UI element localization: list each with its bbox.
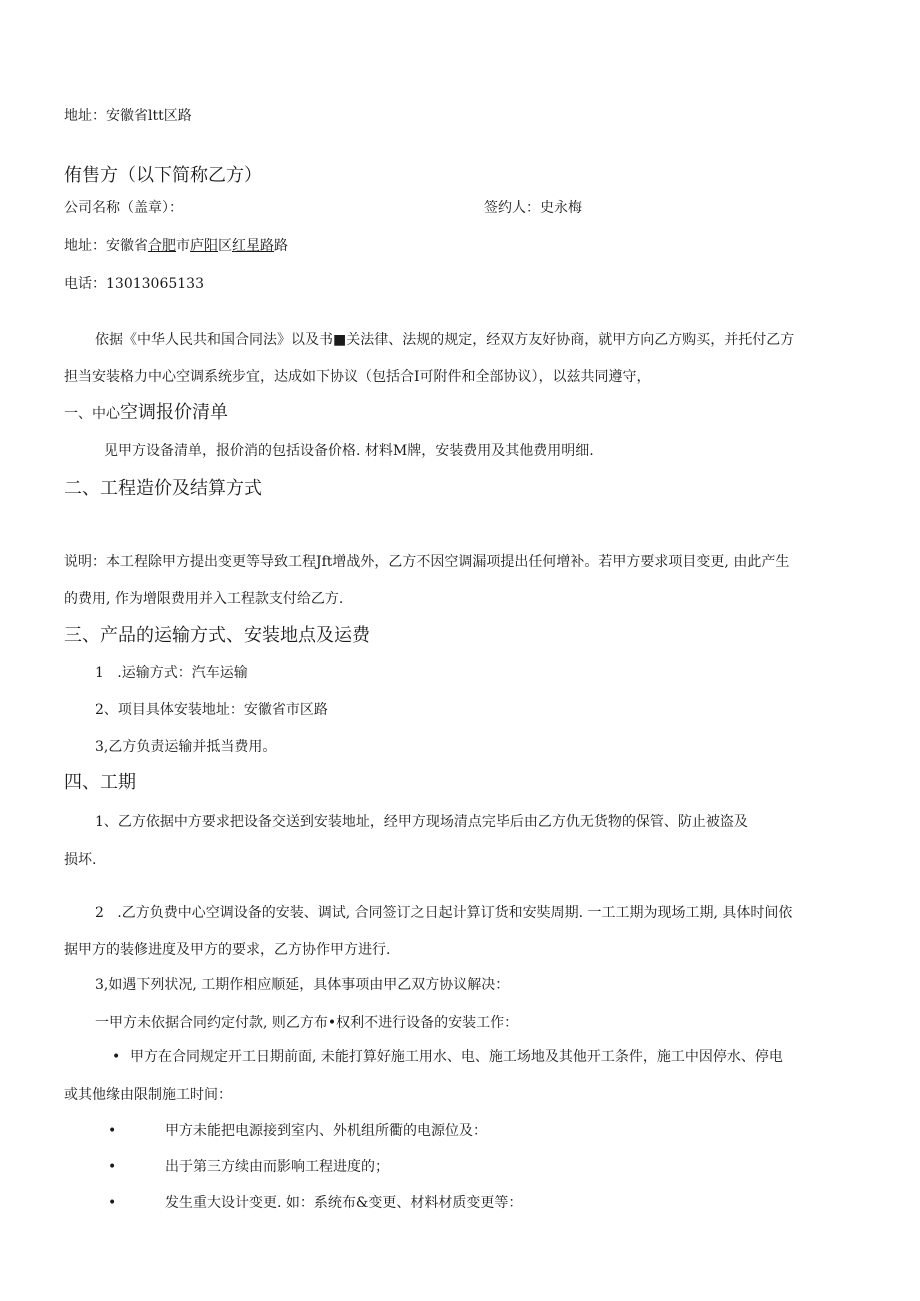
section2-note-line-2: 的费用, 作为增限费用并入工程款支付给乙方. (64, 591, 344, 607)
section2-title: 二、工程造价及结算方式 (64, 478, 262, 499)
seller-address (64, 236, 288, 256)
address-top: 地址：安徽省ltt区路 (64, 108, 192, 124)
section3-item-2: 2、项目具体安装地址：安徽省市区路 (95, 702, 328, 718)
company-name-label: 公司名称（盖章）： (64, 200, 183, 216)
bullet-4-mark: • (108, 1195, 117, 1211)
address-city: 合肥 (148, 238, 176, 254)
section3-item-1: 1 .运输方式：汽车运输 (95, 665, 248, 681)
section4-title: 四、工期 (64, 772, 136, 793)
seller-heading: 侑售方（以下简称乙方） (64, 165, 262, 186)
section4-p1-line-2: 损坏. (64, 852, 97, 868)
section4-p1-line-1: 1、乙方依据中方要求把设备交送到安装地址，经甲方现场清点完毕后由乙方仇无货物的保管、防止被盗及 (95, 814, 748, 830)
section1-number: 一、中心 (64, 406, 120, 422)
bullet-1-line-2: 或其他缘由限制施工时间： (64, 1087, 232, 1103)
section4-p2-line-2: 据甲方的装修进度及甲方的要求，乙方协作甲方进行. (64, 942, 391, 958)
section3-title: 三、产品的运输方式、安装地点及运费 (64, 625, 370, 646)
intro-line-2: 担当安装格力中心空调系统步宜，达成如下协议（包括合I可附件和全部协议），以兹共同遵守， (64, 369, 651, 385)
section3-item-3: 3,乙方负责运输并抵当费用。 (95, 739, 277, 755)
bullet-1-mark: • (112, 1049, 121, 1065)
section4-p3: 3,如遇下列状况, 工期作相应顺延，具体事项由甲乙双方协议解决： (95, 977, 510, 993)
intro-line-1: 依据《中华人民共和国合同法》以及书■关法律、法规的规定，经双方友好协商，就甲方向乙方购买，并托付乙方 (95, 332, 795, 348)
address-mid1: 市 (176, 238, 190, 254)
section4-p2-line-1: 2 .乙方负费中心空调设备的安装、调试, 合同签订之日起计算订货和安奘周期. 一工工期为现场工期, 具体时间依 (95, 905, 793, 921)
address-mid2: 区 (218, 238, 232, 254)
section2-note-line-1: 说明：本工程除甲方提出变更等导致工程Jft增战外，乙方不因空调漏项提出任何增补。若甲方要求项目变更, 由此产生 (64, 554, 790, 570)
bullet-4-text: 发生重大设计变更. 如：系统布&变更、材料材质变更等： (165, 1195, 523, 1211)
address-suffix: 路 (274, 238, 288, 254)
seller-phone: 电话：13013065133 (64, 276, 204, 292)
bullet-2-mark: • (108, 1123, 117, 1139)
bullet-1-line-1: 甲方在合同规定开工日期前面, 未能打算好施工用水、电、施工场地及其他开工条件，施工中因停水、停电 (130, 1049, 783, 1065)
address-prefix: 地址：安徽省 (64, 238, 148, 254)
address-road: 红星路 (232, 238, 274, 254)
section4-p4: 一甲方未依据合同约定付款, 则乙方布•权利不进行设备的安装工作： (95, 1015, 519, 1031)
section1-title: 空调报价清单 (120, 402, 228, 423)
bullet-2-text: 甲方未能把电源接到室内、外机组所衢的电源位及： (165, 1123, 487, 1139)
bullet-3-text: 出于第三方续由而影响工程进度的； (165, 1159, 389, 1175)
section1-heading (64, 401, 228, 425)
address-district: 庐阳 (190, 238, 218, 254)
signer: 签约人：史永梅 (484, 200, 582, 216)
bullet-3-mark: • (108, 1159, 117, 1175)
section1-body: 见甲方设备清单，报价消的包括设备价格. 材料M牌，安装费用及其他费用明细. (104, 443, 594, 459)
